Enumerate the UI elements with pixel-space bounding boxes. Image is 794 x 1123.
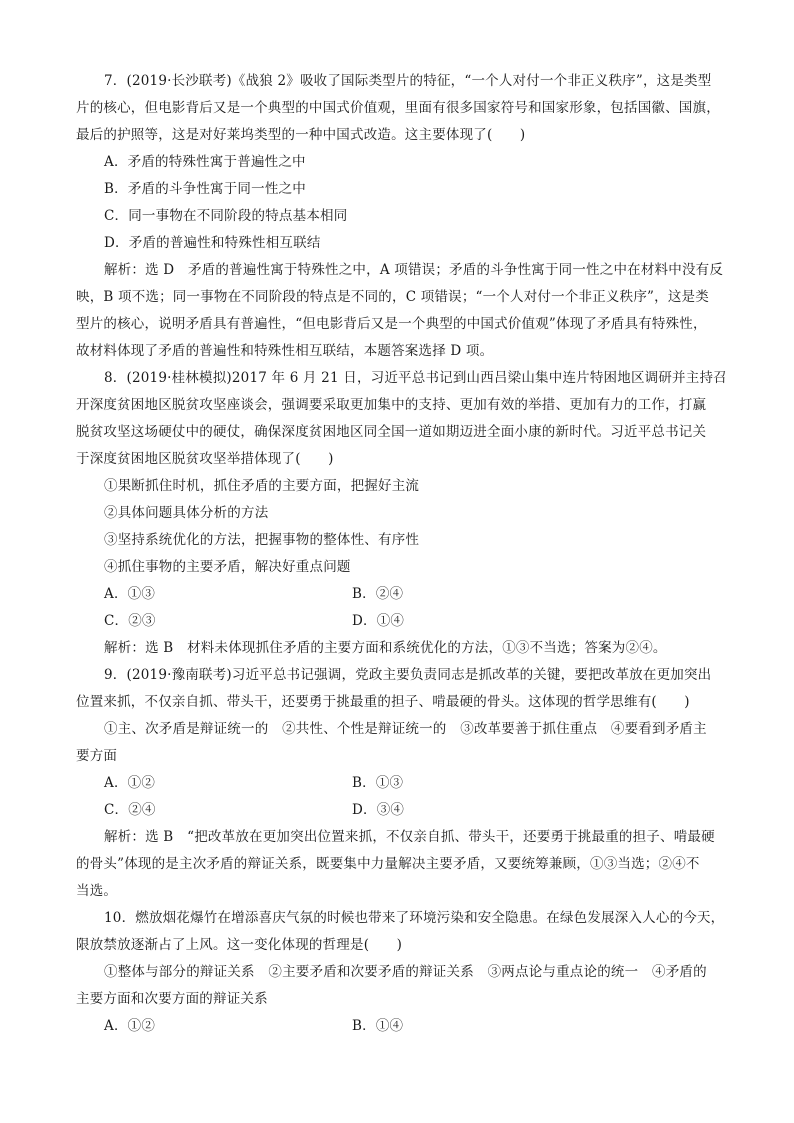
question-9-analysis-line-2: 的骨头”体现的是主次矛盾的辩证关系，既要集中力量解决主要矛盾，又要统筹兼顾，①③当选；②④不 <box>76 856 700 872</box>
question-10-option-b: B．①④ <box>352 1018 404 1034</box>
question-9-option-c: C．②④ <box>104 802 156 818</box>
question-8-line-4: 于深度贫困地区脱贫攻坚举措体现了( ) <box>76 451 334 467</box>
question-8-item-4: ④抓住事物的主要矛盾，解决好重点问题 <box>104 559 351 575</box>
question-10-line-1: 10．燃放烟花爆竹在增添喜庆气氛的时候也带来了环境污染和安全隐患。在绿色发展深入人心的今天， <box>104 910 725 926</box>
question-7-line-2: 片的核心，但电影背后又是一个典型的中国式价值观，里面有很多国家符号和国家形象，包括国徽、国旗， <box>76 100 720 116</box>
question-9-item-line-1: ①主、次矛盾是辩证统一的 ②共性、个性是辩证统一的 ③改革要善于抓住重点 ④要看到矛盾主 <box>104 721 707 737</box>
question-8-option-d: D．①④ <box>352 613 405 629</box>
question-8-analysis-line-1: 解析：选 B 材料未体现抓住矛盾的主要方面和系统优化的方法，①③不当选；答案为②④。 <box>104 640 667 656</box>
question-9-line-1: 9．(2019·豫南联考)习近平总书记强调，党政主要负责同志是抓改革的关键，要把改革放在更加突出 <box>104 667 712 683</box>
question-8-item-2: ②具体问题具体分析的方法 <box>104 505 269 521</box>
question-9-line-2: 位置来抓，不仅亲自抓、带头干，还要勇于挑最重的担子、啃最硬的骨头。这体现的哲学思维有( ) <box>76 694 690 710</box>
question-7-option-b: B．矛盾的斗争性寓于同一性之中 <box>104 181 306 197</box>
question-9-analysis-line-1: 解析：选 B “把改革放在更加突出位置来抓，不仅亲自抓、带头干，还要勇于挑最重的担子、啃最硬 <box>104 829 715 845</box>
question-8-option-a: A．①③ <box>104 586 156 602</box>
question-7-analysis-line-3: 型片的核心，说明矛盾具有普遍性，“但电影背后又是一个典型的中国式价值观”体现了矛盾具有特殊性， <box>76 316 707 332</box>
question-8-option-c: C．②③ <box>104 613 156 629</box>
question-9-analysis-line-3: 当选。 <box>76 883 118 899</box>
question-9-item-line-2: 要方面 <box>76 748 118 764</box>
question-10-line-2: 限放禁放逐渐占了上风。这一变化体现的哲理是( ) <box>76 937 403 953</box>
question-8-item-1: ①果断抓住时机，抓住矛盾的主要方面，把握好主流 <box>104 478 420 494</box>
question-8-line-1: 8．(2019·桂林模拟)2017 年 6 月 21 日，习近平总书记到山西吕梁山集中连片特困地区调研并主持召 <box>104 370 727 386</box>
question-10-item-line-2: 主要方面和次要方面的辩证关系 <box>76 991 268 1007</box>
question-7-analysis-line-1: 解析：选 D 矛盾的普遍性寓于特殊性之中，A 项错误；矛盾的斗争性寓于同一性之中在材料中没有反 <box>104 262 724 278</box>
question-7-option-d: D．矛盾的普遍性和特殊性相互联结 <box>104 235 321 251</box>
question-7-option-c: C．同一事物在不同阶段的特点基本相同 <box>104 208 348 224</box>
question-7-line-3: 最后的护照等，这是对好莱坞类型的一种中国式改造。这主要体现了( ) <box>76 127 526 143</box>
question-9-option-b: B．①③ <box>352 775 404 791</box>
question-7-option-a: A．矛盾的特殊性寓于普遍性之中 <box>104 154 306 170</box>
question-9-option-d: D．③④ <box>352 802 405 818</box>
question-7-line-1: 7．(2019·长沙联考)《战狼 2》吸收了国际类型片的特征，“一个人对付一个非正义秩序”，这是类型 <box>104 73 712 89</box>
question-7-analysis-line-2: 映，B 项不选；同一事物在不同阶段的特点是不同的，C 项错误；“一个人对付一个非正义秩序”，这是类 <box>76 289 709 305</box>
question-10-item-line-1: ①整体与部分的辩证关系 ②主要矛盾和次要矛盾的辩证关系 ③两点论与重点论的统一 ④矛盾的 <box>104 964 707 980</box>
question-10-option-a: A．①② <box>104 1018 156 1034</box>
question-8-line-2: 开深度贫困地区脱贫攻坚座谈会，强调要采取更加集中的支持、更加有效的举措、更加有力的工作，打赢 <box>76 397 707 413</box>
question-9-option-a: A．①② <box>104 775 156 791</box>
question-8-line-3: 脱贫攻坚这场硬仗中的硬仗，确保深度贫困地区同全国一道如期迈进全面小康的新时代。习近平总书记关 <box>76 424 707 440</box>
question-8-item-3: ③坚持系统优化的方法，把握事物的整体性、有序性 <box>104 532 420 548</box>
question-8-option-b: B．②④ <box>352 586 404 602</box>
question-7-analysis-line-4: 故材料体现了矛盾的普遍性和特殊性相互联结，本题答案选择 D 项。 <box>76 343 494 359</box>
